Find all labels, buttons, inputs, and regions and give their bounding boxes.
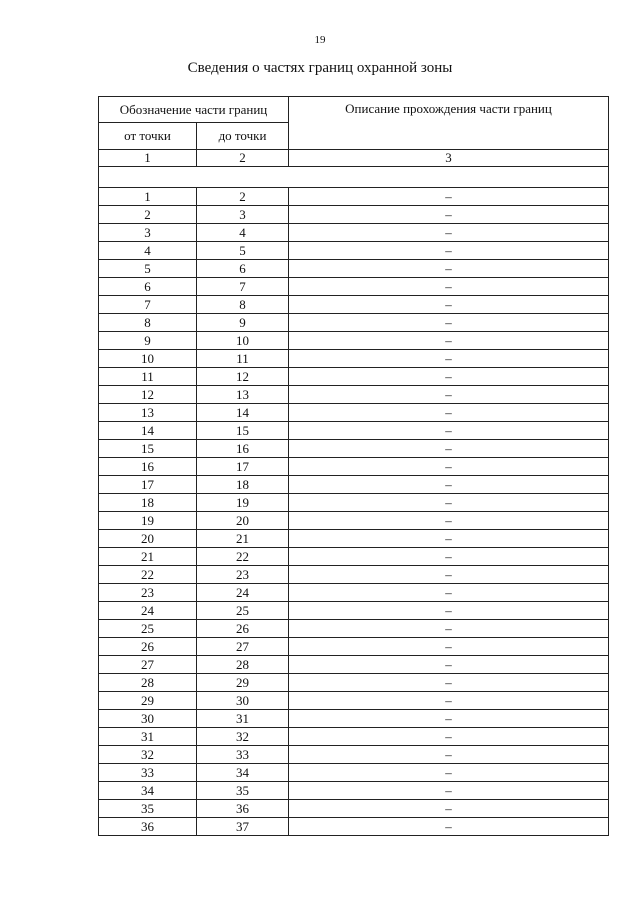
table-row (99, 278, 609, 296)
description-cell: – (289, 458, 609, 476)
description-cell: – (289, 206, 609, 224)
table-row (99, 512, 609, 530)
table-row (99, 566, 609, 584)
description-cell: – (289, 800, 609, 818)
from-point-cell: 35 (99, 800, 197, 818)
to-point-cell: 11 (197, 350, 289, 368)
from-point-cell: 12 (99, 386, 197, 404)
table-row (99, 368, 609, 386)
from-point-cell: 26 (99, 638, 197, 656)
table-row (99, 800, 609, 818)
table-row (99, 350, 609, 368)
from-point-cell: 28 (99, 674, 197, 692)
from-point-cell: 19 (99, 512, 197, 530)
to-point-cell: 27 (197, 638, 289, 656)
from-point-cell: 29 (99, 692, 197, 710)
from-point-cell: 6 (99, 278, 197, 296)
from-point-cell: 1 (99, 188, 197, 206)
description-cell: – (289, 818, 609, 836)
to-point-cell: 28 (197, 656, 289, 674)
to-point-cell: 32 (197, 728, 289, 746)
boundary-parts-table (98, 96, 609, 836)
from-point-cell: 21 (99, 548, 197, 566)
description-cell: – (289, 422, 609, 440)
to-point-cell: 2 (197, 188, 289, 206)
description-cell: – (289, 692, 609, 710)
from-point-cell: 7 (99, 296, 197, 314)
table-row (99, 494, 609, 512)
description-cell: – (289, 476, 609, 494)
from-point-cell: 18 (99, 494, 197, 512)
description-cell: – (289, 512, 609, 530)
table-row (99, 206, 609, 224)
description-cell: – (289, 296, 609, 314)
table-row (99, 548, 609, 566)
to-point-cell: 37 (197, 818, 289, 836)
from-point-cell: 16 (99, 458, 197, 476)
document-title: Сведения о частях границ охранной зоны (187, 60, 453, 76)
to-point-cell: 9 (197, 314, 289, 332)
column-number-3: 3 (289, 150, 609, 167)
description-cell: – (289, 584, 609, 602)
from-point-cell: 13 (99, 404, 197, 422)
table-row (99, 710, 609, 728)
table-row (99, 638, 609, 656)
from-point-cell: 36 (99, 818, 197, 836)
from-point-cell: 11 (99, 368, 197, 386)
to-point-cell: 4 (197, 224, 289, 242)
description-cell: – (289, 440, 609, 458)
table-row (99, 458, 609, 476)
description-cell: – (289, 710, 609, 728)
to-point-cell: 19 (197, 494, 289, 512)
description-cell: – (289, 674, 609, 692)
description-cell: – (289, 368, 609, 386)
to-point-cell: 8 (197, 296, 289, 314)
column-number-2: 2 (197, 150, 289, 167)
table-row (99, 656, 609, 674)
to-point-cell: 15 (197, 422, 289, 440)
to-point-cell: 6 (197, 260, 289, 278)
to-point-cell: 34 (197, 764, 289, 782)
description-cell: – (289, 224, 609, 242)
to-point-cell: 3 (197, 206, 289, 224)
header-row-1 (99, 97, 609, 123)
table-row (99, 692, 609, 710)
description-cell: – (289, 530, 609, 548)
description-cell: – (289, 620, 609, 638)
table-row (99, 260, 609, 278)
from-point-cell: 30 (99, 710, 197, 728)
to-point-cell: 29 (197, 674, 289, 692)
header-description: Описание прохождения части границ (289, 97, 609, 150)
description-cell: – (289, 548, 609, 566)
to-point-cell: 36 (197, 800, 289, 818)
to-point-cell: 31 (197, 710, 289, 728)
to-point-cell: 12 (197, 368, 289, 386)
table-row (99, 332, 609, 350)
description-cell: – (289, 566, 609, 584)
from-point-cell: 14 (99, 422, 197, 440)
from-point-cell: 2 (99, 206, 197, 224)
description-cell: – (289, 278, 609, 296)
to-point-cell: 13 (197, 386, 289, 404)
from-point-cell: 20 (99, 530, 197, 548)
table-row (99, 386, 609, 404)
to-point-cell: 7 (197, 278, 289, 296)
description-cell: – (289, 314, 609, 332)
description-cell: – (289, 602, 609, 620)
from-point-cell: 33 (99, 764, 197, 782)
header-from-point: от точки (99, 123, 197, 150)
to-point-cell: 30 (197, 692, 289, 710)
from-point-cell: 27 (99, 656, 197, 674)
table-row (99, 224, 609, 242)
to-point-cell: 14 (197, 404, 289, 422)
from-point-cell: 15 (99, 440, 197, 458)
to-point-cell: 33 (197, 746, 289, 764)
to-point-cell: 20 (197, 512, 289, 530)
to-point-cell: 23 (197, 566, 289, 584)
to-point-cell: 17 (197, 458, 289, 476)
from-point-cell: 8 (99, 314, 197, 332)
description-cell: – (289, 764, 609, 782)
to-point-cell: 10 (197, 332, 289, 350)
column-number-1: 1 (99, 150, 197, 167)
table-row (99, 674, 609, 692)
from-point-cell: 31 (99, 728, 197, 746)
table-row (99, 746, 609, 764)
from-point-cell: 34 (99, 782, 197, 800)
description-cell: – (289, 638, 609, 656)
to-point-cell: 21 (197, 530, 289, 548)
table-row (99, 602, 609, 620)
table-row (99, 440, 609, 458)
table-row (99, 764, 609, 782)
column-number-row (99, 150, 609, 167)
description-cell: – (289, 494, 609, 512)
to-point-cell: 5 (197, 242, 289, 260)
table-row (99, 476, 609, 494)
from-point-cell: 23 (99, 584, 197, 602)
empty-section-row (99, 167, 609, 188)
description-cell: – (289, 242, 609, 260)
from-point-cell: 17 (99, 476, 197, 494)
from-point-cell: 10 (99, 350, 197, 368)
description-cell: – (289, 386, 609, 404)
from-point-cell: 24 (99, 602, 197, 620)
table-row (99, 530, 609, 548)
description-cell: – (289, 656, 609, 674)
to-point-cell: 35 (197, 782, 289, 800)
to-point-cell: 24 (197, 584, 289, 602)
description-cell: – (289, 728, 609, 746)
description-cell: – (289, 350, 609, 368)
table-row (99, 188, 609, 206)
from-point-cell: 3 (99, 224, 197, 242)
table-row (99, 728, 609, 746)
to-point-cell: 16 (197, 440, 289, 458)
to-point-cell: 25 (197, 602, 289, 620)
to-point-cell: 18 (197, 476, 289, 494)
table-row (99, 782, 609, 800)
table-row (99, 422, 609, 440)
page-number: 19 (314, 34, 326, 46)
description-cell: – (289, 404, 609, 422)
description-cell: – (289, 746, 609, 764)
table-body (99, 97, 609, 836)
table-row (99, 314, 609, 332)
table-row (99, 584, 609, 602)
table-row (99, 296, 609, 314)
description-cell: – (289, 260, 609, 278)
empty-section-cell (99, 167, 609, 188)
description-cell: – (289, 188, 609, 206)
from-point-cell: 32 (99, 746, 197, 764)
from-point-cell: 5 (99, 260, 197, 278)
to-point-cell: 26 (197, 620, 289, 638)
from-point-cell: 25 (99, 620, 197, 638)
description-cell: – (289, 332, 609, 350)
from-point-cell: 9 (99, 332, 197, 350)
table-row (99, 242, 609, 260)
from-point-cell: 4 (99, 242, 197, 260)
table-row (99, 404, 609, 422)
description-cell: – (289, 782, 609, 800)
from-point-cell: 22 (99, 566, 197, 584)
header-to-point: до точки (197, 123, 289, 150)
header-boundary-part-designation: Обозначение части границ (99, 97, 289, 123)
table-row (99, 818, 609, 836)
to-point-cell: 22 (197, 548, 289, 566)
table-row (99, 620, 609, 638)
